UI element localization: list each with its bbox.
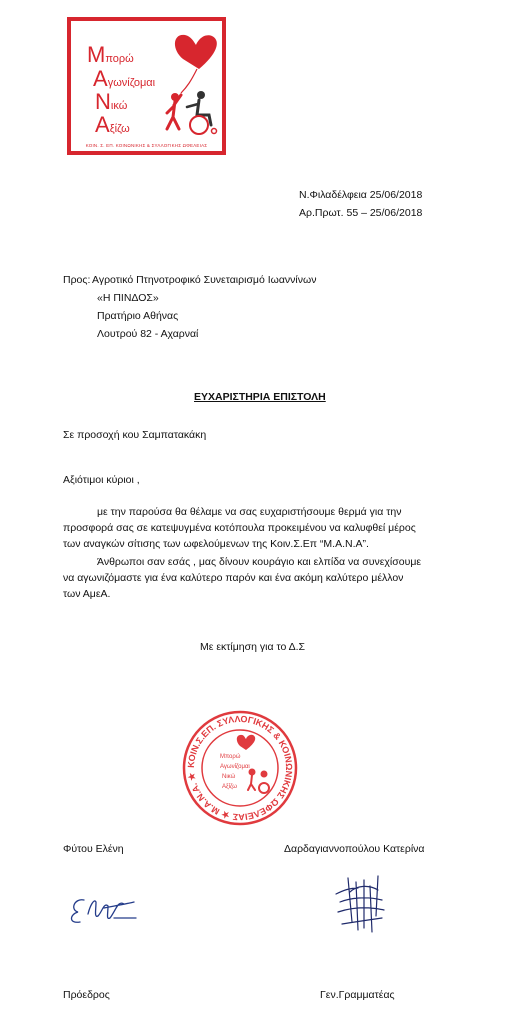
- right-signatory-role: Γεν.Γραμματέας: [320, 989, 395, 1001]
- place-date: Ν.Φιλαδέλφεια 25/06/2018: [299, 189, 423, 201]
- recipient-label: Προς:: [63, 274, 91, 286]
- body-line: με την παρούσα θα θέλαμε να σας ευχαριστήσουμε θερμά για την: [97, 506, 402, 518]
- logo-word-2: Αγωνίζομαι: [93, 66, 156, 91]
- stamp-figures-icon: [248, 770, 269, 794]
- recipient-line-4: Λουτρού 82 - Αχαρναί: [97, 328, 199, 340]
- salutation: Αξιότιμοι κύριοι ,: [63, 474, 140, 486]
- body-line: των αναγκών σίτισης των ωφελούμενων της Κοιν.Σ.Επ “Μ.Α.Ν.Α”.: [63, 538, 369, 550]
- right-signatory-name: Δαρδαγιαννοπούλου Κατερίνα: [284, 843, 425, 855]
- recipient-line-1: Αγροτικό Πτηνοτροφικό Συνεταιρισμό Ιωαννίνων: [92, 274, 317, 286]
- stamp-line: Μπορώ: [220, 754, 241, 760]
- body-line: να αγωνιζόμαστε για ένα καλύτερο παρόν και ένα ακόμη καλύτερο μέλλον: [63, 572, 404, 584]
- recipient-line-2: «Η ΠΙΝΔΟΣ»: [97, 292, 159, 304]
- organization-stamp: [180, 708, 300, 828]
- logo-word-4: Αξίζω: [95, 112, 130, 137]
- logo-footer: ΚΟΙΝ. Σ. ΕΠ. ΚΟΙΝΩΝΙΚΗΣ & ΣΥΛΛΟΓΙΚΗΣ ΩΦΕΛΕΙΑΣ: [85, 143, 208, 148]
- organization-logo: [67, 17, 226, 155]
- recipient-line-3: Πρατήριο Αθήνας: [97, 310, 179, 322]
- right-signature: [330, 872, 390, 940]
- left-signatory-name: Φύτου Ελένη: [63, 843, 124, 855]
- closing-line: Με εκτίμηση για το Δ.Σ: [200, 641, 306, 653]
- stamp-line: Αγωνίζομαι: [220, 764, 250, 770]
- body-line: Άνθρωποι σαν εσάς , μας δίνουν κουράγιο και ελπίδα να συνεχίσουμε: [97, 556, 422, 568]
- stamp-heart-icon: [237, 735, 255, 750]
- attention-line: Σε προσοχή κου Σαμπατακάκη: [63, 429, 207, 441]
- stamp-line: Νικώ: [222, 774, 236, 780]
- body-line: προσφορά σας σε κατεψυγμένα κοτόπουλα προκειμένου να καλυφθεί μέρος: [63, 522, 416, 534]
- left-signature: [64, 888, 140, 930]
- left-signatory-role: Πρόεδρος: [63, 989, 110, 1001]
- logo-word-3: Νικώ: [95, 89, 128, 114]
- body-line: των ΑμεΑ.: [63, 588, 111, 600]
- stamp-line: Αξίζω: [222, 784, 237, 790]
- stamp-ring-text: ΚΟΙΝ.Σ.ΕΠ. ΣΥΛΛΟΓΙΚΗΣ & ΚΟΙΝΩΝΙΚΗΣ ΩΦΕΛΕΙΑΣ ★ Μ.Α.Ν.Α. ★: [185, 713, 295, 823]
- protocol-number: Αρ.Πρωτ. 55 – 25/06/2018: [299, 207, 423, 219]
- letter-title: ΕΥΧΑΡΙΣΤΗΡΙΑ ΕΠΙΣΤΟΛΗ: [194, 391, 326, 403]
- logo-word-1: Μπορώ: [87, 42, 134, 67]
